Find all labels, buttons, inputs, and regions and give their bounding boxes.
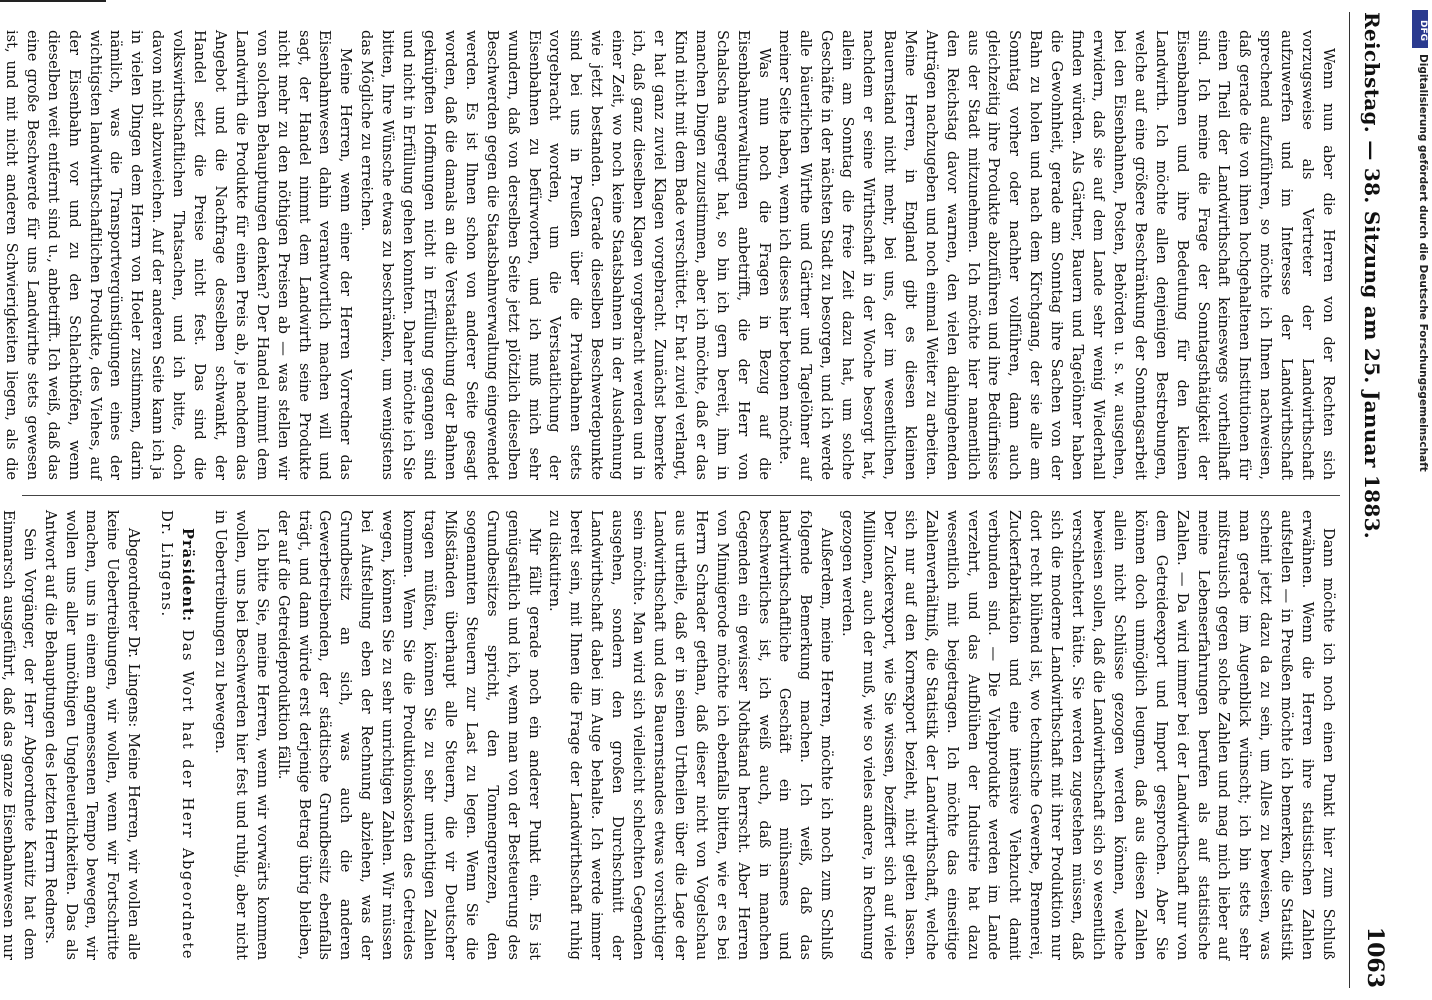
president-text: Das Wort hat der Herr Abgeordnete Dr. Lingens. — [158, 510, 197, 960]
paragraph: Außerdem, meine Herren, möchte ich noch zum Schluß folgende Bemerkung machen. Ich weiß, daß das landwirthschaftliche Geschäft ein mühsames und beschwerliches ist, ich weiß auch, daß in manchen Gegenden ein gewisser Nothstand herrscht. Aber Herren von Minnigerode möchte ich ebenfalls bitten, wie er es bei Herrn Schrader gethan, daß dieser nicht von Vogelschau aus urtheile, daß er in seinen Urtheilen über die Lage der Landwirthschaft und des Bauernstandes etwas vorsichtiger sein möchte. Man wird sich vielleicht schlechten Gegenden ausgehen, sondern den großen Durchschnitt der Landwirthschaft dabei im Auge behalte. Ich werde immer bereit sein, mit Ihnen die Frage der Landwirthschaft ruhig zu diskutiren. — [546, 510, 836, 960]
digitization-note: Digitalisierung gefördert durch die Deutsche Forschungsgemeinschaft — [1417, 54, 1429, 472]
president-remark — [155, 510, 197, 960]
paragraph: Dann möchte ich noch einen Punkt hier zum Schluß erwähnen. Wenn die Herren ihre statistischen Zahlen aufstellen — in Preußen möchte ich bemerken, die Statistik scheint jetzt dazu da zu sein, um Alles zu beweisen, was man gerade im Augenblick wünscht; ich bin stets sehr mißtrauisch gegen solche Zahlen und mag mich lieber auf meine Lebenserfahrungen berufen als auf statistische Zahlen. — Da wird immer bei der Landwirthschaft nur von dem Getreideexport und Import gesprochen. Aber Sie können doch unmöglich leugnen, daß aus diesen Zahlen allein nicht Schlüsse gezogen werden können, welche beweisen sollen, daß die Landwirthschaft sich so wesentlich verschlechtert hätte. Sie werden zugestehen müssen, daß sich die moderne Landwirthschaft mit ihrer Produktion nur dort recht blühend ist, wo technische Gewerbe, Brennerei, Zuckerfabrikation und eine intensive Viehzucht damit verbunden sind. — Die Viehprodukte werden im Lande verzehrt, und das Aufblühen der Industrie hat dazu wesentlich mit beigetragen. Ich möchte das einseitige Zahlenverhältniß, die Statistik der Landwirthschaft, welche sich nur auf den Kornexport bezieht, nicht gelten lassen. Der Zuckerexport, wie Sie wissen, beziffert sich auf viele Millionen, auch der muß, wie so vieles andere, in Rechnung gezogen werden. — [839, 510, 1337, 960]
header-rule — [1349, 12, 1350, 988]
page-header — [1348, 12, 1388, 988]
right-column — [0, 510, 1338, 960]
paragraph: Abgeordneter Dr. Lingens: Meine Herren, wir wollen alle keine Uebertreibungen, wir wollen, wenn wir Fortschritte machen, uns in einem angemessenen Tempo bewegen, wir wollen uns aller unnöthigen Ungeheuerlichkeiten. Das als Antwort auf die Behauptungen des letzten Herrn Redners. — [41, 510, 143, 960]
left-column — [2, 30, 1338, 480]
column-divider — [22, 495, 1340, 496]
paragraph: Sein Vorgänger, der Herr Abgeordnete Kanitz hat dem Einmarsch ausgeführt, daß das ganze Eisenbahnwesen nur — [0, 510, 38, 960]
paragraph: Wenn nun aber die Herren von der Rechten sich vorzugsweise als Vertreter der Landwirthschaft aufzuwerfen und im Interesse der Landwirthschaft sprechend aufzuführen, so möchte ich Ihnen nachweisen, daß gerade die von ihnen hochgehaltenen Institutionen für einen Theil der Landwirthschaft keineswegs vortheilhaft sind. Ich meine die Frage der Sonntagsthätigkeit der Eisenbahnen und ihre Bedeutung für den kleinen Landwirth. Ich möchte allen denjenigen Bestrebungen, welche auf eine größere Beschränkung der Sonntagsarbeit bei den Eisenbahnen, Posten, Behörden u. s. w. ausgehen, erwidern, daß sie auf dem Lande sehr wenig Wiederhall finden würden. Als Gärtner, Bauern und Tagelöhner haben die Gewohnheit, gerade am Sonntag ihre Sachen von der Bahn zu holen und nach dem Kirchgang, der sie alle am Sonntag vorher oder nachher vollführen, dann auch gleichzeitig ihre Produkte abzuführen und ihre Bedürfnisse aus der Stadt mitzunehmen. Ich möchte hier namentlich den Reichstag davor warnen, den vielen dahingehenden Anträgen nachzugeben und noch einmal Weiter zu arbeiten. Meine Herren, in England gibt es diesen kleinen Bauernstand nicht mehr, bei uns, der im wesentlichen, nachdem er seine Wirthschaft in der Woche besorgt hat, allein am Sonntag die freie Zeit dazu hat, um solche Geschäfte in der nächsten Stadt zu besorgen, und ich werde alle bäuerlichen Wirthe und Gärtner und Tagelöhner auf meiner Seite haben, wenn ich dieses hier betonen möchte. — [776, 30, 1337, 480]
paragraph: Mir fällt gerade noch ein anderer Punkt ein. Es ist genügsaftlich und ich, wenn man von der Besteuerung des Grundbesitzes spricht, den Tonnengrenzen, den sogenannten Steuern zur Last zu legen. Wenn Sie die Mißständen überhaupt alle Steuern, die vir Deutscher tragen müßten, können Sie zu sehr unrichtigen Zahlen kommen. Wenn Sie die Produktionskosten des Getreides wegen, können Sie zu sehr unrichtigen Zahlen. Wir müssen bei Aufstellung eben der Rechnung abziehen, was der Grundbesitz an sich, was auch die anderen Gewerbetreibenden, der städtische Grundbesitz ebenfalls trägt, und dann würde erst derjenige Betrag übrig bleiben, der auf die Getreideproduktion fällt. — [274, 510, 543, 960]
paragraph: Was nun noch die Fragen in Bezug auf die Eisenbahnverwaltungen anbetrifft, die der Herr von Schalscha angeregt hat, so bin ich gern bereit, ihm in manchen Dingen zuzustimmen, aber ich möchte, daß er das Kind nicht mit dem Bade verschüttet. Er hat zuviel verlangt, er hat ganz zuviel Klagen vorgebracht. Zunächst bemerke ich, daß ganz dieselben Klagen vorgebracht werden und in einer Zeit, wo noch keine Staatsbahnen in der Ausdehnung wie jetzt bestanden. Gerade dieselben Beschwerdepunkte sind bei uns in Preußen über die Privatbahnen stets vorgebracht worden, um die Verstaatlichung der Eisenbahnen zu befürworten, und ich muß mich sehr wundern, daß von derselben Seite jetzt plötzlich dieselben Beschwerden gegen die Staatsbahnverwaltung eingewendet werden. Es ist Ihnen schon von anderer Seite gesagt worden, daß die damals an die Verstaatlichung der Bahnen geknüpften Hoffnungen nicht in Erfüllung gegangen sind und nicht in Erfüllung gehen konnten. Daher möchte ich Sie bitten, Ihre Wünsche etwas zu beschränken, um wenigstens das Mögliche zu erreichen. — [358, 30, 773, 480]
digitization-strip — [1411, 4, 1431, 996]
page-number: 1063 — [1362, 926, 1388, 988]
speaker-label: Präsident: — [179, 528, 197, 623]
dfg-logo: DFG — [1412, 10, 1428, 48]
paragraph: Ich bitte Sie, meine Herren, wenn wir vorwärts kommen wollen, uns bei Beschwerden hier fest und ruhig, aber nicht in Uebertreibungen zu bewegen. — [211, 510, 271, 960]
paragraph: Meine Herren, wenn einer der Herren Vorredner das Eisenbahnwesen dahin verantwortlich machen will und sagt, der Handel nimmt dem Landwirth seine Produkte nicht mehr zu den nöthigen Preisen ab — was stellen wir von solchen Behauptungen denken? Der Handel nimmt dem Landwirth die Produkte für einen Preis ab, je nachdem das Angebot und die Nachfrage desselben schwankt, der Handel setzt die Preise nicht fest. Das sind die volkswirthschaftlichen Thatsachen, und ich bitte, doch davon nicht abzuweichen. Auf der anderen Seite kann ich ja in vielen Dingen dem Herrn von Hoeler zustimmen, darin nämlich, was die Transportvergünstigungen eines der wichtigsten landwirthschaftlichen Produkte, des Viehes, auf der Eisenbahn vor und zu den Schlachthöfen, wenn dieselben weit entfernt sind u., anbetrifft. Ich weiß, daß das eine große Beschwerde für uns Landwirthe stets gewesen ist, und mit nicht anderen Schwierigkeiten liegen, als die — [2, 30, 355, 480]
running-head: Reichstag. — 38. Sitzung am 25. Januar 1883. — [1360, 12, 1384, 540]
